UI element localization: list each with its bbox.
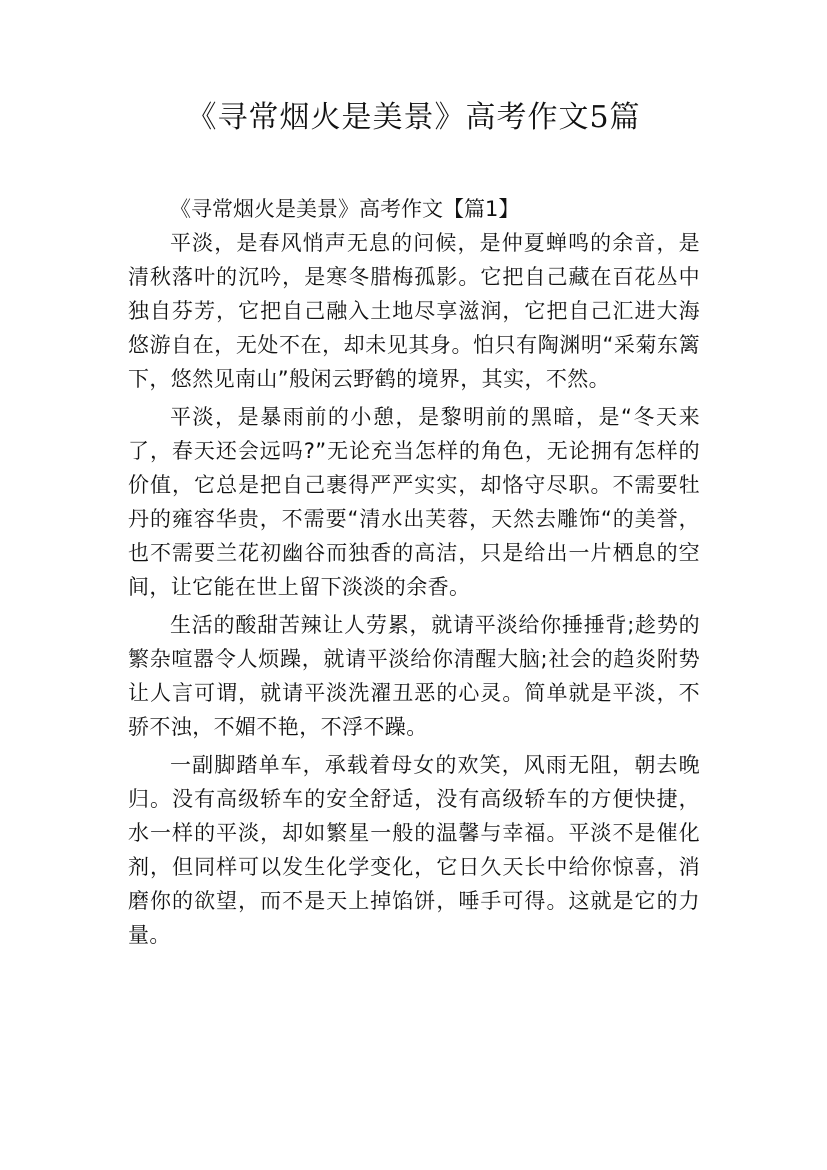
section-heading: 《寻常烟火是美景》高考作文【篇1】 — [170, 197, 520, 221]
paragraph-1: 平淡，是春风悄声无息的问候，是仲夏蝉鸣的余音，是清秋落叶的沉吟，是寒冬腊梅孤影。它把自己藏在百花丛中独自芬芳，它把自己融入土地尽享滋润，它把自己汇进大海悠游自在，无处不在，却未见其身。怕只有陶渊明“采菊东篱下，悠然见南山”般闲云野鹤的境界，其实，不然。 — [128, 231, 700, 391]
document-body — [128, 192, 700, 956]
document-title: 《寻常烟火是美景》高考作文5篇 — [186, 100, 641, 135]
paragraph-4: 一副脚踏单车，承载着母女的欢笑，风雨无阻，朝去晚归。没有高级轿车的安全舒适，没有高级轿车的方便快捷，水一样的平淡，却如繁星一般的温馨与幸福。平淡不是催化剂，但同样可以发生化学变化，它日久天长中给你惊喜，消磨你的欲望，而不是天上掉馅饼，唾手可得。这就是它的力量。 — [128, 753, 700, 947]
paragraph-3: 生活的酸甜苦辣让人劳累，就请平淡给你捶捶背;趁势的繁杂喧嚣令人烦躁，就请平淡给你清醒大脑;社会的趋炎附势让人言可谓，就请平淡洗濯丑恶的心灵。简单就是平淡，不骄不浊，不媚不艳，不浮不躁。 — [128, 613, 700, 739]
paragraph-2: 平淡，是暴雨前的小憩，是黎明前的黑暗，是“冬天来了，春天还会远吗?”无论充当怎样的角色，无论拥有怎样的价值，它总是把自己裹得严严实实，却恪守尽职。不需要牡丹的雍容华贵，不需要“清水出芙蓉，天然去雕饰“的美誉，也不需要兰花初幽谷而独香的高洁，只是给出一片栖息的空间，让它能在世上留下淡淡的余香。 — [128, 405, 700, 599]
